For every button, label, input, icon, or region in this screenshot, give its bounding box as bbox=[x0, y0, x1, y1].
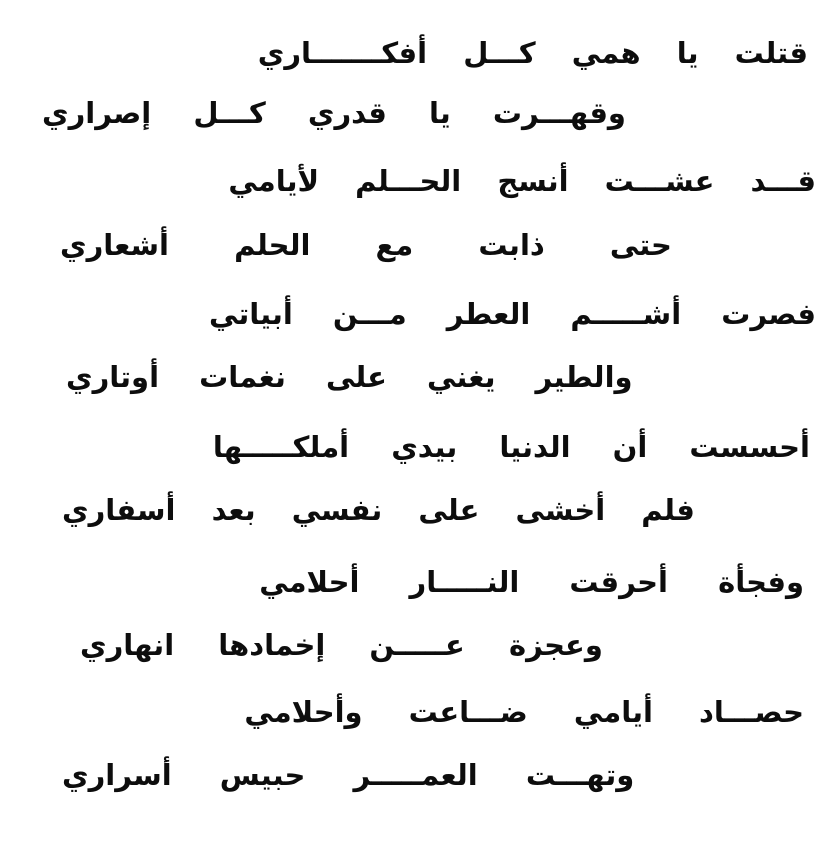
poem-line-10: وعجزة عـــــن إخمادها انهاري bbox=[80, 628, 603, 662]
poem-line-9: وفجأة أحرقت النـــــار أحلامي bbox=[259, 565, 804, 599]
poem-line-5: فصرت أشـــــم العطر مـــن أبياتي bbox=[209, 297, 816, 331]
poem-line-7: أحسست أن الدنيا بيدي أملكـــــها bbox=[212, 430, 810, 464]
poem-line-2: وقهـــرت يا قدري كـــل إصراري bbox=[42, 96, 626, 130]
poem-line-11: حصـــاد أيامي ضـــاعت وأحلامي bbox=[244, 695, 804, 729]
poem-line-6: والطير يغني على نغمات أوتاري bbox=[66, 360, 633, 394]
poem-line-3: قـــد عشـــت أنسج الحـــلم لأيامي bbox=[228, 164, 816, 198]
poem-line-8: فلم أخشى على نفسي بعد أسفاري bbox=[62, 493, 695, 527]
poem-line-1: قتلت يا همي كـــل أفكـــــــاري bbox=[257, 36, 808, 70]
poem-line-4: حتى ذابت مع الحلم أشعاري bbox=[60, 228, 672, 262]
poem-line-12: وتهـــت العمـــــر حبيس أسراري bbox=[62, 758, 635, 792]
